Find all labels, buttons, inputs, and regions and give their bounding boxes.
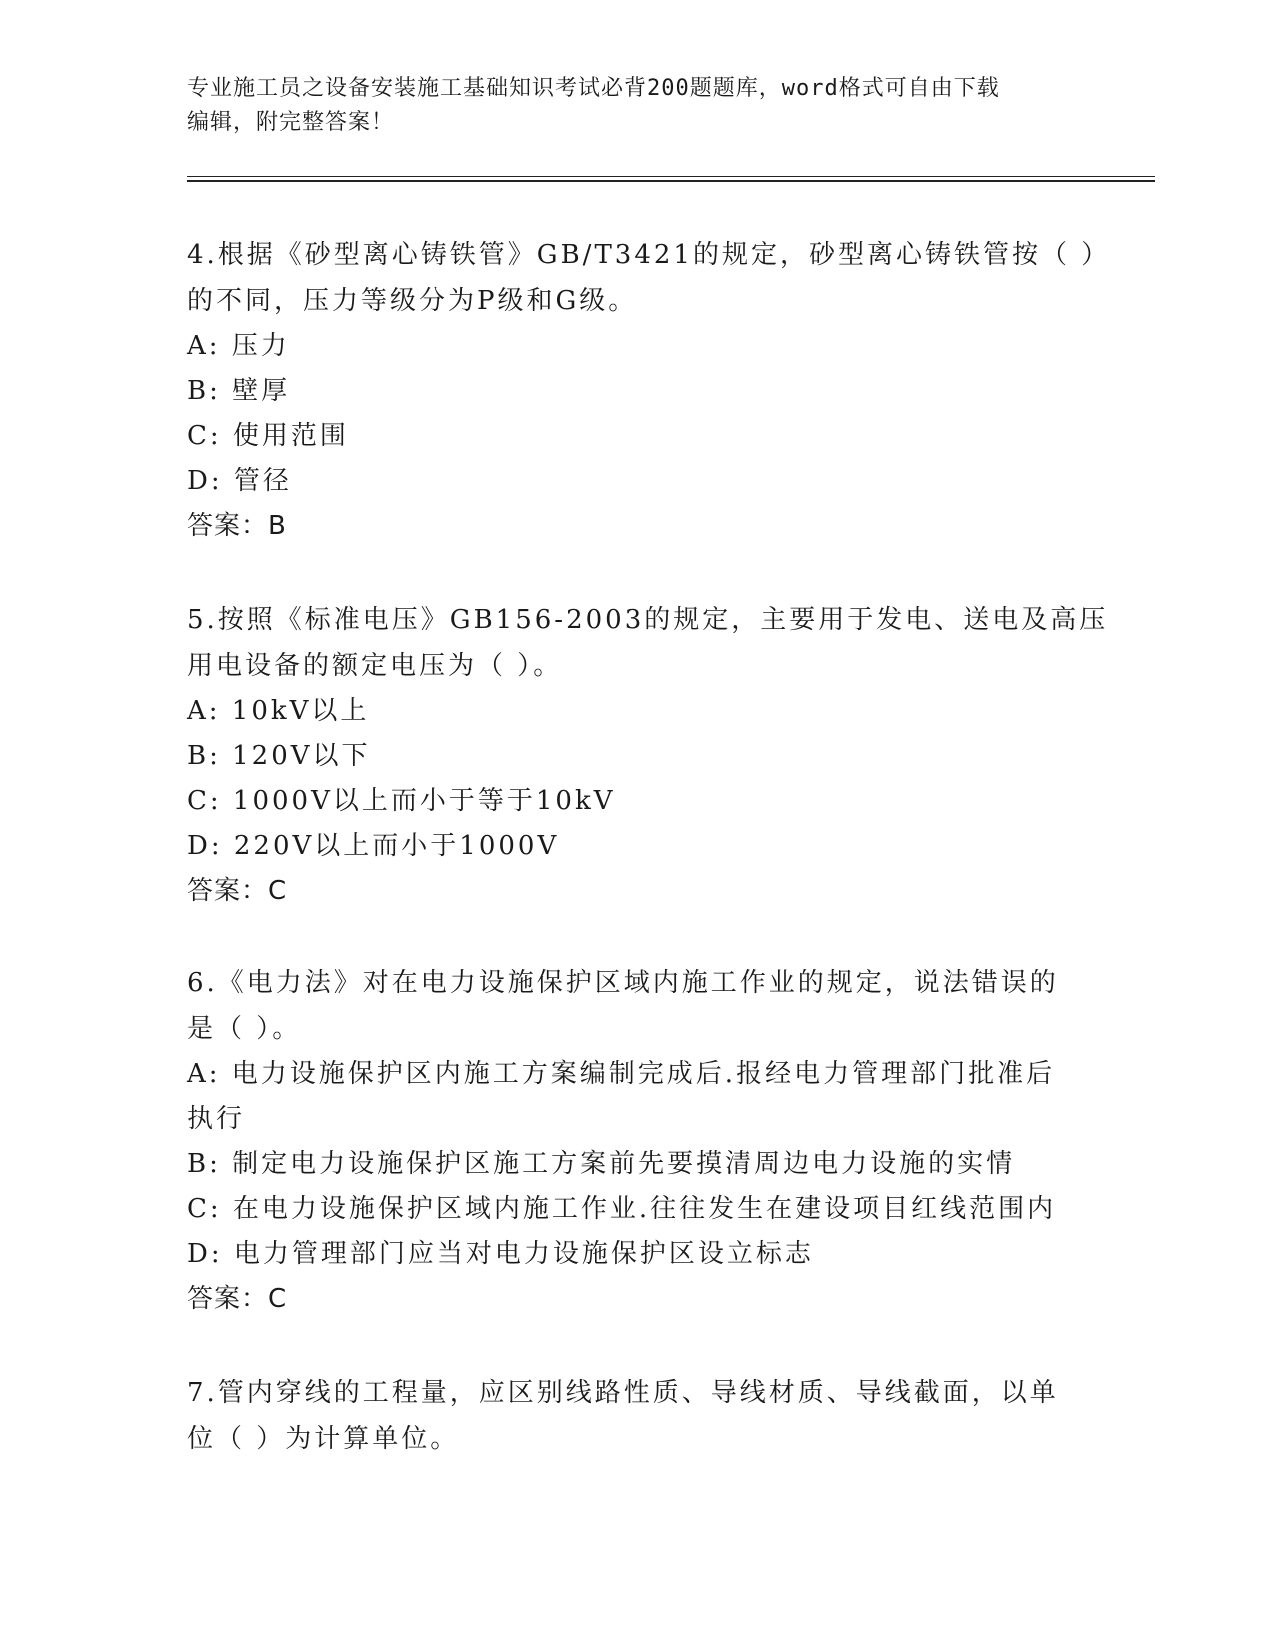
option-c: C: 1000V以上而小于等于10kV [187, 786, 616, 816]
answer-line: 答案：B [187, 511, 287, 541]
option-d: D: 管径 [187, 466, 292, 496]
question-text: 是（ ）。 [187, 1014, 302, 1044]
question-text: 5.按照《标准电压》GB156-2003的规定，主要用于发电、送电及高压 [187, 605, 1109, 635]
document-header [187, 72, 1067, 140]
answer-line: 答案：C [187, 1284, 288, 1314]
question-7 [187, 1370, 1067, 1462]
option-c: C: 使用范围 [187, 421, 349, 451]
question-text: 6.《电力法》对在电力设施保护区域内施工作业的规定，说法错误的 [187, 968, 1059, 998]
question-4 [187, 232, 1111, 549]
question-5 [187, 597, 1109, 914]
option-d: D: 电力管理部门应当对电力设施保护区设立标志 [187, 1239, 814, 1269]
option-b: B: 壁厚 [187, 376, 291, 406]
question-text: 4.根据《砂型离心铸铁管》GB/T3421的规定，砂型离心铸铁管按（ ） [187, 240, 1111, 270]
option-a-continued: 执行 [187, 1104, 246, 1134]
option-d: D: 220V以上而小于1000V [187, 831, 560, 861]
option-b: B: 制定电力设施保护区施工方案前先要摸清周边电力设施的实情 [187, 1149, 1016, 1179]
option-b: B: 120V以下 [187, 741, 371, 771]
header-divider-thin [187, 176, 1155, 177]
option-c: C: 在电力设施保护区域内施工作业.往往发生在建设项目红线范围内 [187, 1194, 1057, 1224]
header-title-line-1: 专业施工员之设备安装施工基础知识考试必背200题题库，word格式可自由下载 [187, 76, 1000, 101]
question-6 [187, 960, 1067, 1322]
option-a: A: 电力设施保护区内施工方案编制完成后.报经电力管理部门批准后 [187, 1059, 1056, 1089]
question-text: 用电设备的额定电压为（ ）。 [187, 651, 563, 681]
option-a: A: 压力 [187, 331, 290, 361]
question-text: 7.管内穿线的工程量，应区别线路性质、导线材质、导线截面，以单 [187, 1378, 1059, 1408]
header-title-line-2: 编辑，附完整答案！ [187, 110, 395, 135]
question-text: 的不同，压力等级分为P级和G级。 [187, 286, 638, 316]
answer-line: 答案：C [187, 876, 288, 906]
option-a: A: 10kV以上 [187, 696, 370, 726]
header-divider-thick [187, 180, 1155, 182]
question-text: 位（ ）为计算单位。 [187, 1424, 460, 1454]
